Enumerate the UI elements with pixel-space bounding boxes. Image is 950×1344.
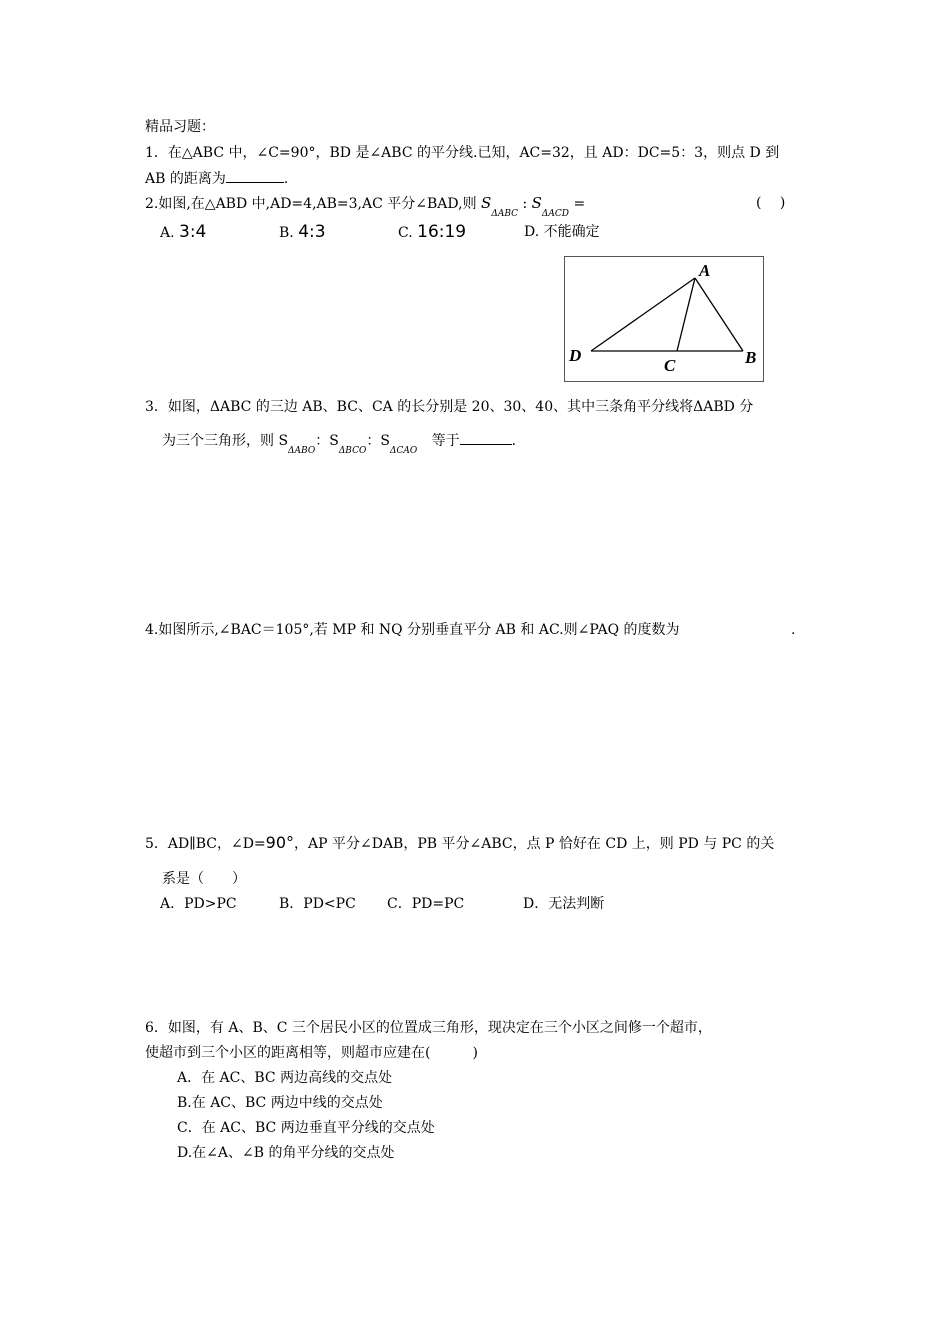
q2-option-a-label: A. — [160, 225, 175, 241]
q6-option-a[interactable]: A．在 AC、BC 两边高线的交点处 — [177, 1070, 393, 1086]
q1-line1: 1．在△ABC 中，∠C=90°，BD 是∠ABC 的平分线.已知，AC=32，且 AD：DC=5：3，则点 D 到 — [145, 145, 780, 161]
q2-sub1: ΔABC — [491, 209, 518, 219]
q2-option-c-value: 16:19 — [417, 222, 467, 242]
q2-stem — [145, 193, 586, 219]
q3-sub1: ΔABO — [288, 446, 316, 456]
q3-line2 — [162, 430, 517, 456]
q2-option-b-label: B. — [279, 225, 294, 241]
q2-paren: ( ) — [756, 195, 786, 211]
heading: 精品习题： — [145, 119, 215, 135]
q2-option-b-value: 4:3 — [298, 222, 326, 242]
q1-end: . — [283, 171, 289, 187]
q3-line2b: 等于 — [431, 433, 460, 449]
q6-option-b[interactable]: B.在 AC、BC 两边中线的交点处 — [177, 1095, 383, 1111]
q5-line1b: ，AP 平分∠DAB，PB 平分∠ABC，点 P 恰好在 CD 上，则 PD 与 PC 的关 — [294, 836, 775, 852]
q2-s1: S — [481, 194, 492, 212]
q5-line2: 系是（ ） — [162, 871, 246, 887]
q2-option-a-value: 3:4 — [179, 222, 207, 242]
q3-end: . — [511, 433, 517, 449]
q5-option-c[interactable]: C．PD=PC — [387, 896, 465, 912]
label-d: D — [569, 346, 582, 365]
q2-option-a[interactable] — [160, 222, 206, 243]
q2-option-d[interactable] — [524, 222, 600, 242]
q2-text: 2.如图,在△ABD 中,AD=4,AB=3,AC 平分∠BAD,则 — [145, 196, 477, 212]
q2-colon: : — [522, 196, 528, 212]
q3-mid1: ：S — [315, 433, 339, 449]
q5-option-d[interactable]: D．无法判断 — [523, 896, 605, 912]
q4-end: . — [791, 622, 796, 638]
q2-figure-svg — [565, 257, 765, 383]
q1-line2 — [145, 168, 288, 189]
q3-line1: 3．如图，ΔABC 的三边 AB、BC、CA 的长分别是 20、30、40、其中三条角平分线将ΔABD 分 — [145, 399, 754, 415]
q5-line1 — [145, 833, 774, 854]
q4-text: 4.如图所示,∠BAC＝105°,若 MP 和 NQ 分别垂直平分 AB 和 AC.则∠PAQ 的度数为 — [145, 622, 680, 638]
q2-option-d-label: D. — [524, 224, 540, 240]
q3-sub3: ΔCAO — [389, 446, 418, 456]
q2-option-b[interactable] — [279, 222, 326, 243]
q5-deg: 90° — [265, 833, 295, 852]
q2-eq: = — [573, 196, 586, 212]
q2-option-d-value: 不能确定 — [543, 224, 600, 240]
q5-option-b[interactable]: B．PD<PC — [279, 896, 356, 912]
label-a: A — [699, 261, 711, 280]
label-b: B — [745, 348, 757, 367]
q6-option-d[interactable]: D.在∠A、∠B 的角平分线的交点处 — [177, 1145, 395, 1161]
q6-line1: 6．如图，有 A、B、C 三个居民小区的位置成三角形，现决定在三个小区之间修一个超市， — [145, 1020, 712, 1036]
q4-line — [145, 620, 680, 640]
q6-line2: 使超市到三个小区的距离相等，则超市应建在( ) — [145, 1045, 478, 1061]
q2-option-c[interactable] — [398, 222, 466, 243]
q6-option-c[interactable]: C．在 AC、BC 两边垂直平分线的交点处 — [177, 1120, 435, 1136]
q3-answer-blank[interactable] — [460, 430, 512, 445]
q3-sub2: ΔBCO — [338, 446, 367, 456]
q3-line2a: 为三个三角形，则 S — [162, 433, 289, 449]
q1-line2-text: AB 的距离为 — [145, 171, 226, 187]
segment-ab — [695, 278, 743, 351]
q2-figure — [564, 256, 764, 382]
q2-option-c-label: C. — [398, 225, 413, 241]
q3-mid2: ：S — [366, 433, 390, 449]
q1-answer-blank[interactable] — [226, 168, 284, 183]
label-c: C — [664, 356, 676, 375]
q5-option-a[interactable]: A．PD>PC — [160, 896, 237, 912]
q2-sub2: ΔACD — [541, 209, 570, 219]
q5-line1a: 5．AD∥BC，∠D= — [145, 836, 266, 852]
q2-s2: S — [531, 194, 542, 212]
